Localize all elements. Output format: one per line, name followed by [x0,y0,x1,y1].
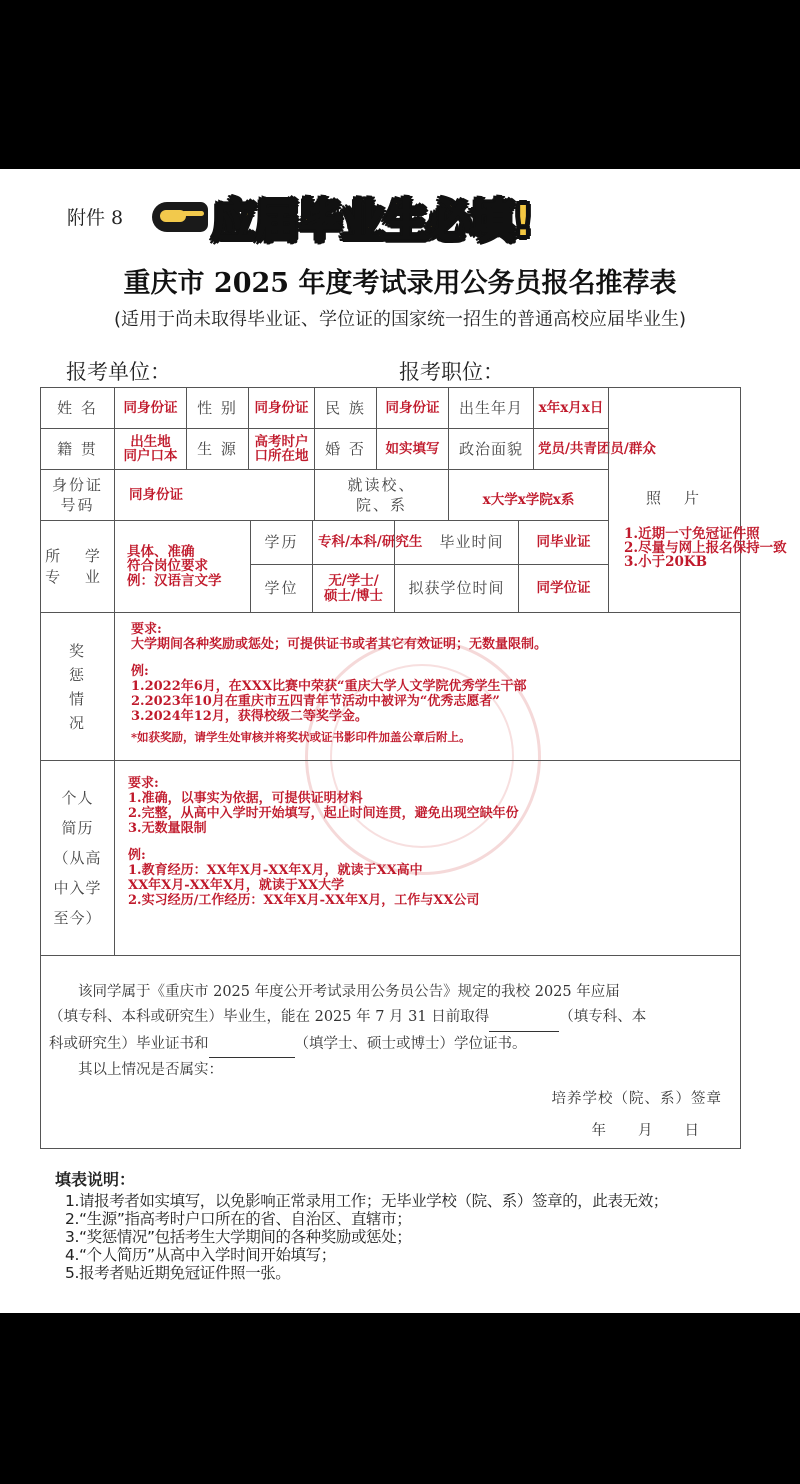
major-field[interactable]: 具体、准确 符合岗位要求 例：汉语言文学 [114,520,251,613]
resume-req-title: 要求: [128,776,159,791]
resume-example-2: XX年X月-XX年X月，就读于XX大学 [128,877,345,893]
instructions-title: 填表说明： [55,1170,136,1189]
graduation-time-label: 毕业时间 [394,520,519,565]
resume-req-2: 2.完整，从高中入学时开始填写，起止时间连贯，避免出现空缺年份 [128,805,519,821]
political-status-label: 政治面貌 [448,428,534,470]
awards-req-title: 要求: [131,622,162,637]
degree-cert-blank[interactable] [209,1032,295,1058]
school-field[interactable]: x大学x学院x系 [448,469,609,521]
cert-line-2: （填专科、本科或研究生）毕业生，能在 2025 年 7 月 31 日前取得 （填专科、本 [49,1005,724,1031]
id-number-field[interactable]: 同身份证 [114,469,315,521]
awards-example-3: 3.2024年12月，获得校级二等奖学金。 [131,708,368,724]
awards-example-2: 2.2023年10月在重庆市五四青年节活动中被评为“优秀志愿者” [131,693,500,709]
marital-label: 婚 否 [314,428,377,470]
origin-label: 生 源 [186,428,249,470]
awards-req-text: 大学期间各种奖励或惩处；可提供证书或者其它有效证明；无数量限制。 [131,636,548,652]
resume-example-1: 1.教育经历：XX年X月-XX年X月，就读于XX高中 [128,862,423,878]
photo-notes: 1.近期一寸免冠证件照 2.尽量与网上报名保持一致 3.小于20KB [624,526,787,571]
native-place-field[interactable]: 出生地 同户口本 [114,428,187,470]
annex-label: 附件 8 [67,207,124,229]
photo-box[interactable]: 照 片 [608,387,741,613]
degree-field[interactable]: 无/学士/ 硕士/博士 [312,564,395,613]
political-status-field[interactable]: 党员/共青团员/群众 [533,428,609,470]
apply-position-label: 报考职位： [399,360,504,384]
page-subtitle: (适用于尚未取得毕业证、学位证的国家统一招生的普通高校应届毕业生) [113,309,687,330]
graduation-cert-blank[interactable] [489,1005,559,1031]
graduation-time-field[interactable]: 同毕业证 [518,520,609,565]
gender-label: 性 别 [186,387,249,429]
awards-label: 奖 惩 情 况 [40,612,115,761]
degree-label: 学位 [250,564,313,613]
marital-field[interactable]: 如实填写 [376,428,449,470]
signature-date: 年 月 日 [591,1123,700,1139]
apply-unit-label: 报考单位： [66,360,171,384]
id-number-label: 身份证 号码 [40,469,115,521]
resume-req-3: 3.无数量限制 [128,820,207,836]
instruction-item: 5.报考者贴近期免冠证件照一张。 [65,1264,291,1282]
awards-field[interactable] [114,612,741,761]
native-place-label: 籍 贯 [40,428,115,470]
cert-line-3: 科或研究生）毕业证书和 （填学士、硕士或博士）学位证书。 [49,1032,724,1058]
resume-example-title: 例: [128,847,146,863]
instruction-item: 4.“个人简历”从高中入学时间开始填写； [65,1246,336,1264]
banner-text: 应届毕业生必填! [212,196,533,247]
education-label: 学历 [250,520,313,565]
resume-field[interactable] [114,760,741,956]
name-field[interactable]: 同身份证 [114,387,187,429]
instruction-item: 1.请报考者如实填写，以免影响正常录用工作；无毕业学校（院、系）签章的，此表无效； [65,1192,668,1210]
resume-req-1: 1.准确，以事实为依据，可提供证明材料 [128,790,363,806]
certification-box [40,955,741,1149]
filling-instructions [55,1167,668,1282]
degree-time-field[interactable]: 同学位证 [518,564,609,613]
school-label: 就读校、 院、系 [314,469,449,521]
degree-time-label: 拟获学位时间 [394,564,519,613]
resume-example-3: 2.实习经历/工作经历：XX年X月-XX年X月，工作与XX公司 [128,892,480,908]
instruction-item: 2.“生源”指高考时户口所在的省、自治区、直辖市； [65,1210,412,1228]
awards-note: *如获奖励，请学生处审核并将奖状或证书影印件加盖公章后附上。 [131,729,471,744]
ethnicity-field[interactable]: 同身份证 [376,387,449,429]
birth-label: 出生年月 [448,387,534,429]
page-title: 重庆市 2025 年度考试录用公务员报名推荐表 [123,268,677,299]
name-label: 姓 名 [40,387,115,429]
major-label: 所 学 专 业 [40,520,115,613]
gender-field[interactable]: 同身份证 [248,387,315,429]
school-signature-label: 培养学校（院、系）签章 [551,1091,722,1107]
cert-line-1: 该同学属于《重庆市 2025 年度公开考试录用公务员公告》规定的我校 2025 年应届 [78,984,620,1000]
cert-line-4: 其以上情况是否属实： [78,1062,223,1079]
birth-field[interactable]: x年x月x日 [533,387,609,429]
registration-form-table [0,169,800,1313]
awards-example-1: 1.2022年6月，在XXX比赛中荣获“重庆大学人文学院优秀学生干部 [131,678,527,694]
origin-field[interactable]: 高考时户 口所在地 [248,428,315,470]
awards-example-title: 例: [131,663,149,679]
education-field[interactable]: 专科/本科/研究生 [312,520,395,565]
resume-label: 个人 简历 （从高 中入学 至今） [40,760,115,956]
document-page [0,169,800,1313]
instruction-item: 3.“奖惩情况”包括考生大学期间的各种奖励或惩处； [65,1228,412,1246]
ethnicity-label: 民 族 [314,387,377,429]
